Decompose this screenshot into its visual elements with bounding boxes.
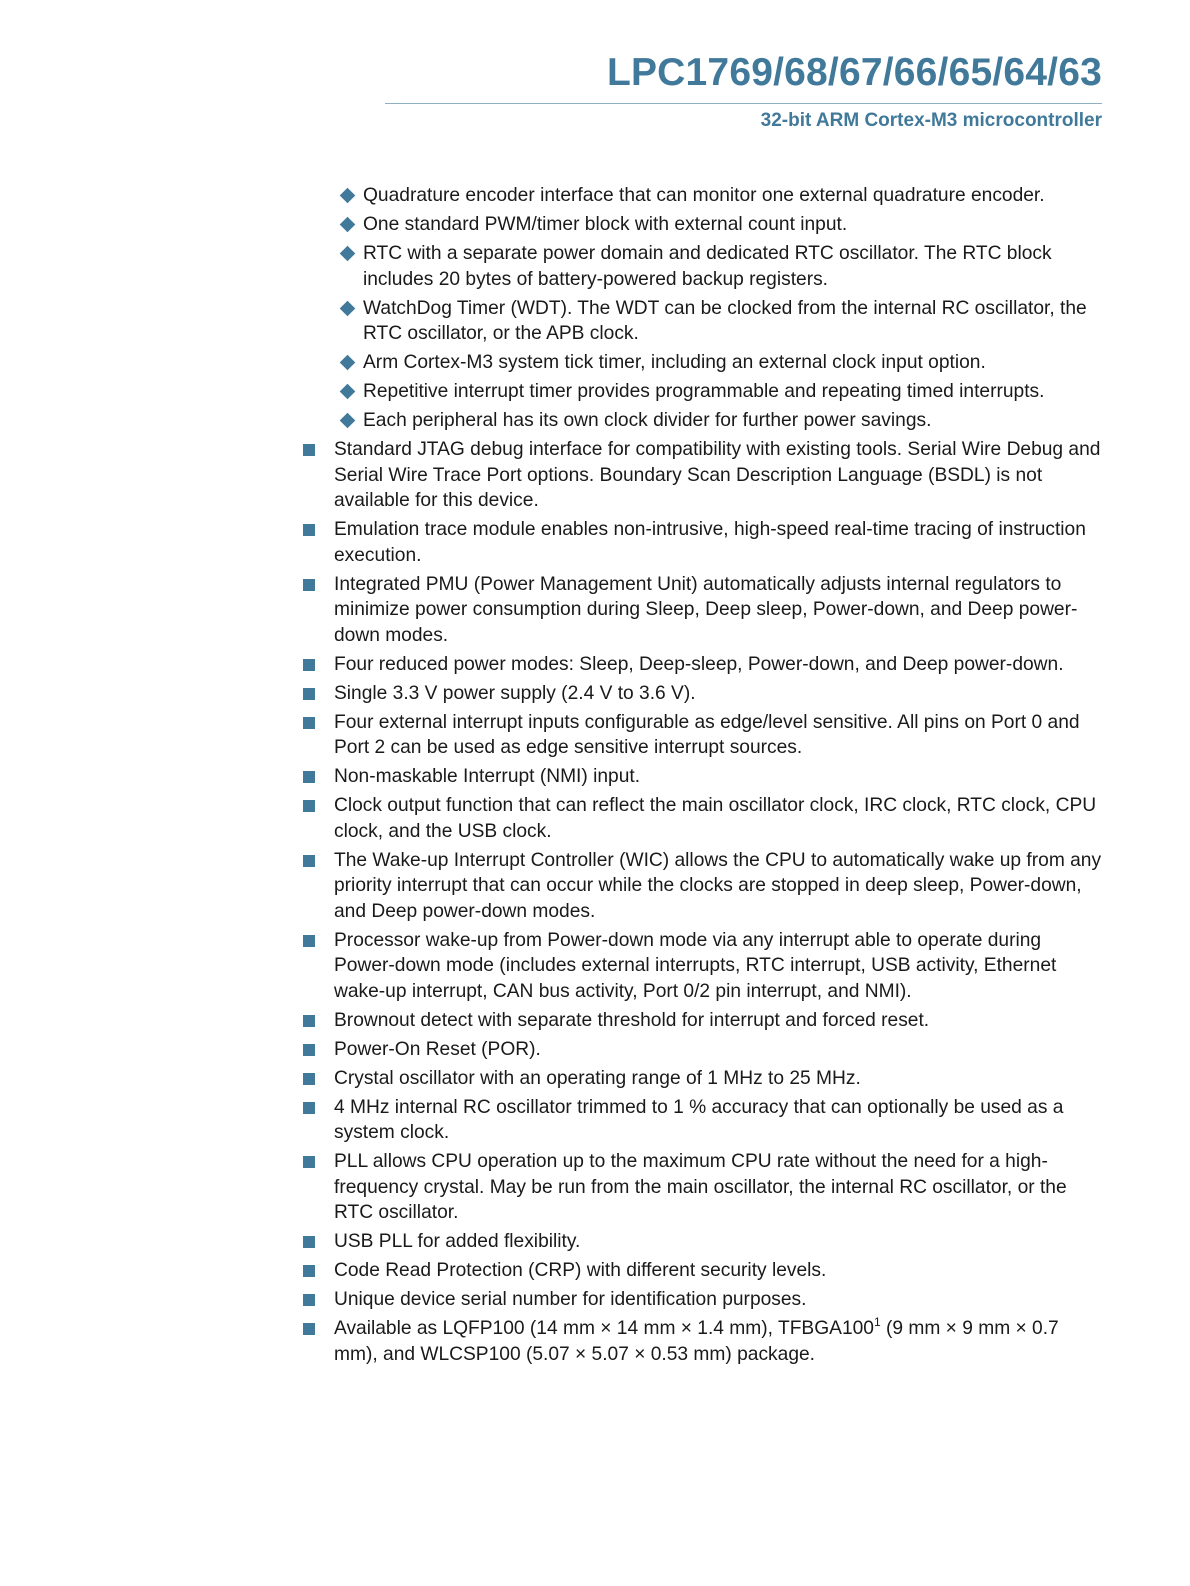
list-item: Processor wake-up from Power-down mode via any interrupt able to operate during Power-down mode (includes external interrupts, RTC interrupt, USB activity, Ethernet wake-up interrupt, CAN bus activity, Port 0/2 pin interrupt, and NMI). [303,928,1103,1005]
list-item: Non-maskable Interrupt (NMI) input. [303,764,1103,790]
square-bullet-icon [303,688,315,700]
square-bullet-icon [303,1044,315,1056]
list-item: Unique device serial number for identification purposes. [303,1287,1103,1313]
diamond-bullet-icon [340,188,356,204]
diamond-bullet-icon [340,300,356,316]
square-bullet-icon [303,1294,315,1306]
list-item: Clock output function that can reflect the main oscillator clock, IRC clock, RTC clock, CPU clock, and the USB clock. [303,793,1103,844]
sub-list-item: Repetitive interrupt timer provides programmable and repeating timed interrupts. [303,379,1103,405]
square-bullet-icon [303,935,315,947]
square-bullet-icon [303,1015,315,1027]
sub-list-item: Arm Cortex-M3 system tick timer, including an external clock input option. [303,350,1103,376]
sub-list-item: WatchDog Timer (WDT). The WDT can be clocked from the internal RC oscillator, the RTC oscillator, or the APB clock. [303,296,1103,347]
sub-list-item: Each peripheral has its own clock divider for further power savings. [303,408,1103,434]
list-item: PLL allows CPU operation up to the maximum CPU rate without the need for a high-frequency crystal. May be run from the main oscillator, the internal RC oscillator, or the RTC oscillator. [303,1149,1103,1226]
list-item: The Wake-up Interrupt Controller (WIC) allows the CPU to automatically wake up from any priority interrupt that can occur while the clocks are stopped in deep sleep, Power-down, and Deep power-down modes. [303,848,1103,925]
list-item: Emulation trace module enables non-intrusive, high-speed real-time tracing of instruction execution. [303,517,1103,568]
sub-list-item: Quadrature encoder interface that can monitor one external quadrature encoder. [303,183,1103,209]
list-item: Code Read Protection (CRP) with different security levels. [303,1258,1103,1284]
square-bullet-icon [303,855,315,867]
sub-list-item: One standard PWM/timer block with external count input. [303,212,1103,238]
square-bullet-icon [303,1323,315,1335]
feature-list [303,183,1103,1371]
diamond-bullet-icon [340,246,356,262]
list-item: Integrated PMU (Power Management Unit) automatically adjusts internal regulators to minimize power consumption during Sleep, Deep sleep, Power-down, and Deep power-down modes. [303,572,1103,649]
square-bullet-icon [303,444,315,456]
list-item: 4 MHz internal RC oscillator trimmed to 1 % accuracy that can optionally be used as a system clock. [303,1095,1103,1146]
list-item: USB PLL for added flexibility. [303,1229,1103,1255]
sub-list-item: RTC with a separate power domain and dedicated RTC oscillator. The RTC block includes 20 bytes of battery-powered backup registers. [303,241,1103,292]
list-item-packages: Available as LQFP100 (14 mm × 14 mm × 1.4 mm), $TFBGA100^1$ (9 mm × 9 mm × 0.7 mm), and WLCSP100 (5.07 × 5.07 × 0.53 mm) package. [303,1316,1103,1367]
list-item: Standard JTAG debug interface for compatibility with existing tools. Serial Wire Debug and Serial Wire Trace Port options. Boundary Scan Description Language (BSDL) is not available for this device. [303,437,1103,514]
footnote-reference: 1 [873,1315,881,1329]
list-item: Brownout detect with separate threshold for interrupt and forced reset. [303,1008,1103,1034]
square-bullet-icon [303,1236,315,1248]
list-item: Power-On Reset (POR). [303,1037,1103,1063]
diamond-bullet-icon [340,384,356,400]
diamond-bullet-icon [340,217,356,233]
square-bullet-icon [303,659,315,671]
square-bullet-icon [303,800,315,812]
list-item: Four external interrupt inputs configurable as edge/level sensitive. All pins on Port 0 and Port 2 can be used as edge sensitive interrupt sources. [303,710,1103,761]
square-bullet-icon [303,1073,315,1085]
square-bullet-icon [303,1102,315,1114]
square-bullet-icon [303,717,315,729]
diamond-bullet-icon [340,355,356,371]
document-subtitle: 32-bit ARM Cortex-M3 microcontroller [760,110,1102,131]
list-item: Single 3.3 V power supply (2.4 V to 3.6 V). [303,681,1103,707]
document-title: LPC1769/68/67/66/65/64/63 [606,51,1102,94]
square-bullet-icon [303,771,315,783]
square-bullet-icon [303,1265,315,1277]
page-header [385,50,1102,134]
square-bullet-icon [303,524,315,536]
list-item: Crystal oscillator with an operating range of 1 MHz to 25 MHz. [303,1066,1103,1092]
list-item: Four reduced power modes: Sleep, Deep-sleep, Power-down, and Deep power-down. [303,652,1103,678]
diamond-bullet-icon [340,413,356,429]
square-bullet-icon [303,579,315,591]
header-divider [385,103,1102,104]
square-bullet-icon [303,1156,315,1168]
